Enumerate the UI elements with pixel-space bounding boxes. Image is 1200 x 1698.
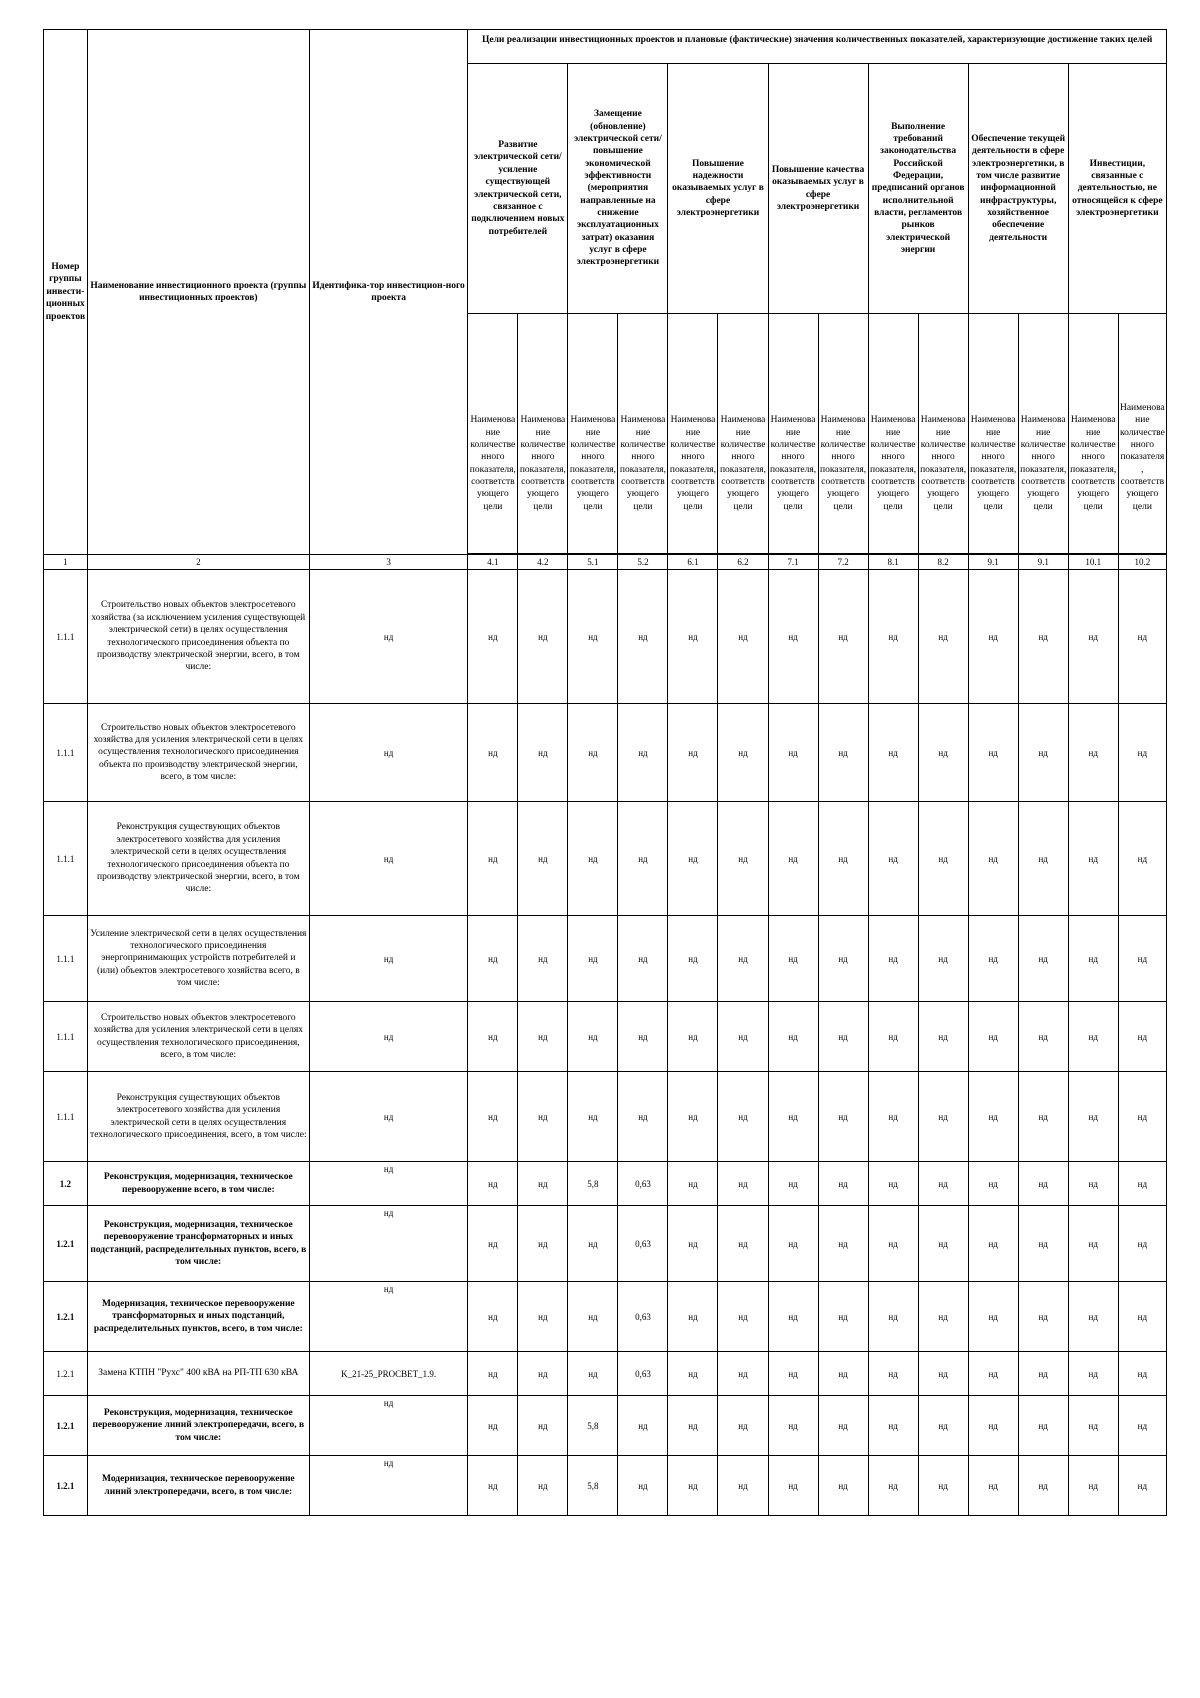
indicator-value: нд <box>918 916 968 1002</box>
indicator-value: нд <box>818 704 868 802</box>
indicator-value: нд <box>818 1396 868 1456</box>
indicator-value: нд <box>468 1352 518 1396</box>
table-row <box>44 1282 1167 1352</box>
column-number: 1 <box>44 555 88 570</box>
indicator-value: нд <box>668 1072 718 1162</box>
column-number: 7.2 <box>818 555 868 570</box>
indicator-value: нд <box>968 570 1018 704</box>
header-indicator: Наименование количественного показателя, соответствующего цели <box>918 314 968 554</box>
indicator-value: 0,63 <box>618 1162 668 1206</box>
project-identifier: нд <box>309 704 467 802</box>
indicator-value: нд <box>568 1206 618 1282</box>
indicator-value: нд <box>868 704 918 802</box>
indicator-value: нд <box>968 1002 1018 1072</box>
header-indicator: Наименование количественного показателя, соответствующего цели <box>1118 314 1166 554</box>
indicator-value: нд <box>468 570 518 704</box>
row-number: 1.2 <box>44 1162 88 1206</box>
indicator-value: нд <box>518 1282 568 1352</box>
indicator-value: нд <box>1118 1396 1166 1456</box>
header-goal-quality: Повышение качества оказываемых услуг в сфере электроэнергетики <box>768 64 868 314</box>
indicator-value: нд <box>468 1002 518 1072</box>
table-row <box>44 1206 1167 1282</box>
indicator-value: нд <box>518 570 568 704</box>
indicator-value: нд <box>868 802 918 916</box>
table-row <box>44 1072 1167 1162</box>
project-identifier: нд <box>309 570 467 704</box>
indicator-value: нд <box>968 916 1018 1002</box>
column-number: 2 <box>87 555 309 570</box>
indicator-value: нд <box>868 1002 918 1072</box>
indicator-value: нд <box>768 1352 818 1396</box>
indicator-value: нд <box>668 1282 718 1352</box>
indicator-value: нд <box>918 570 968 704</box>
indicator-value: нд <box>718 1002 768 1072</box>
indicator-value: 5,8 <box>568 1456 618 1516</box>
table-row <box>44 1352 1167 1396</box>
indicator-value: нд <box>1118 570 1166 704</box>
indicator-value: нд <box>968 1206 1018 1282</box>
indicator-value: нд <box>768 1282 818 1352</box>
indicator-value: нд <box>568 1282 618 1352</box>
indicator-value: нд <box>818 1162 868 1206</box>
indicator-value: нд <box>768 1072 818 1162</box>
indicator-value: нд <box>1118 802 1166 916</box>
indicator-value: нд <box>918 1072 968 1162</box>
table-row <box>44 1002 1167 1072</box>
column-number: 6.2 <box>718 555 768 570</box>
indicator-value: нд <box>668 1002 718 1072</box>
project-identifier: нд <box>309 1206 467 1282</box>
indicator-value: нд <box>1068 570 1118 704</box>
project-name: Строительство новых объектов электросетевого хозяйства (за исключением усиления существующей электрической сети) в целях осуществления технологического присоединения объекта по производству электрической энергии, всего, в том числе: <box>87 570 309 704</box>
table-row <box>44 1162 1167 1206</box>
column-number: 9.1 <box>1018 555 1068 570</box>
indicator-value: нд <box>718 916 768 1002</box>
indicator-value: нд <box>1018 916 1068 1002</box>
table-row <box>44 570 1167 704</box>
indicator-value: нд <box>468 704 518 802</box>
header-indicator: Наименование количественного показателя, соответствующего цели <box>718 314 768 554</box>
header-indicator: Наименование количественного показателя, соответствующего цели <box>518 314 568 554</box>
indicator-value: нд <box>818 1282 868 1352</box>
indicator-value: нд <box>868 1352 918 1396</box>
indicator-value: нд <box>868 1396 918 1456</box>
indicator-value: нд <box>518 802 568 916</box>
indicator-value: нд <box>768 704 818 802</box>
indicator-value: нд <box>518 1162 568 1206</box>
indicator-value: нд <box>568 1002 618 1072</box>
header-goal-legal-requirements: Выполнение требований законодательства Российской Федерации, предписаний органов исполнительной власти, регламентов рынков электрической энергии <box>868 64 968 314</box>
project-name: Реконструкция существующих объектов электросетевого хозяйства для усиления электрической сети в целях осуществления технологического присоединения объекта по производству электрической энергии, всего, в том числе: <box>87 802 309 916</box>
project-name: Реконструкция существующих объектов электросетевого хозяйства для усиления электрической сети в целях осуществления технологического присоединения, всего, в том числе: <box>87 1072 309 1162</box>
indicator-value: нд <box>718 1206 768 1282</box>
header-indicator: Наименование количественного показателя, соответствующего цели <box>1018 314 1068 554</box>
indicator-value: нд <box>618 1456 668 1516</box>
indicator-value: нд <box>568 704 618 802</box>
project-name: Замена КТПН "Рухс" 400 кВА на РП-ТП 630 кВА <box>87 1352 309 1396</box>
indicator-value: нд <box>768 1456 818 1516</box>
indicator-value: нд <box>468 1206 518 1282</box>
indicator-value: нд <box>1018 1002 1068 1072</box>
indicator-value: нд <box>768 1162 818 1206</box>
indicator-value: нд <box>1118 1072 1166 1162</box>
header-goal-current-activity: Обеспечение текущей деятельности в сфере электроэнергетики, в том числе развитие информационной инфраструктуры, хозяйственное обеспечение деятельности <box>968 64 1068 314</box>
header-goal-development: Развитие электрической сети/усиление существующей электрической сети, связанное с подключением новых потребителей <box>468 64 568 314</box>
header-indicator: Наименование количественного показателя, соответствующего цели <box>1068 314 1118 554</box>
indicator-value: 0,63 <box>618 1206 668 1282</box>
indicator-value: нд <box>1068 1072 1118 1162</box>
row-number: 1.2.1 <box>44 1396 88 1456</box>
indicator-value: нд <box>918 1282 968 1352</box>
indicator-value: нд <box>1018 1396 1068 1456</box>
indicator-value: нд <box>718 1072 768 1162</box>
indicator-value: нд <box>818 802 868 916</box>
column-number: 6.1 <box>668 555 718 570</box>
indicator-value: нд <box>918 1352 968 1396</box>
indicator-value: нд <box>968 704 1018 802</box>
column-number-row <box>44 555 1167 570</box>
row-number: 1.2.1 <box>44 1456 88 1516</box>
indicator-value: нд <box>718 802 768 916</box>
indicator-value: нд <box>818 1206 868 1282</box>
row-number: 1.1.1 <box>44 1072 88 1162</box>
indicator-value: нд <box>818 1352 868 1396</box>
indicator-value: нд <box>618 1072 668 1162</box>
indicator-value: нд <box>918 802 968 916</box>
row-number: 1.1.1 <box>44 704 88 802</box>
indicator-value: нд <box>1018 1352 1068 1396</box>
indicator-value: нд <box>868 1206 918 1282</box>
column-number: 10.1 <box>1068 555 1118 570</box>
indicator-value: нд <box>618 916 668 1002</box>
indicator-value: нд <box>918 1002 968 1072</box>
indicator-value: нд <box>1118 1352 1166 1396</box>
indicator-value: нд <box>668 704 718 802</box>
project-identifier: нд <box>309 1396 467 1456</box>
project-identifier: нд <box>309 802 467 916</box>
indicator-value: нд <box>518 1072 568 1162</box>
indicator-value: нд <box>518 1002 568 1072</box>
table-row <box>44 704 1167 802</box>
project-identifier: нд <box>309 1282 467 1352</box>
indicator-value: нд <box>1118 1282 1166 1352</box>
indicator-value: нд <box>1018 1282 1068 1352</box>
project-name: Реконструкция, модернизация, техническое перевооружение линий электропередачи, всего, в том числе: <box>87 1396 309 1456</box>
header-indicator: Наименование количественного показателя, соответствующего цели <box>468 314 518 554</box>
indicator-value: нд <box>468 1282 518 1352</box>
indicator-value: нд <box>1118 1002 1166 1072</box>
indicator-value: нд <box>768 1396 818 1456</box>
header-goals-title: Цели реализации инвестиционных проектов и плановые (фактические) значения количественных показателей, характеризующие достижение таких целей <box>468 30 1167 64</box>
indicator-value: нд <box>1068 704 1118 802</box>
indicator-value: нд <box>468 802 518 916</box>
indicator-value: нд <box>1068 1352 1118 1396</box>
header-indicator: Наименование количественного показателя, соответствующего цели <box>568 314 618 554</box>
indicator-value: нд <box>768 802 818 916</box>
indicator-value: нд <box>518 704 568 802</box>
indicator-value: нд <box>968 1456 1018 1516</box>
project-name: Модернизация, техническое перевооружение трансформаторных и иных подстанций, распределительных пунктов, всего, в том числе: <box>87 1282 309 1352</box>
indicator-value: нд <box>1068 1162 1118 1206</box>
indicator-value: нд <box>668 1206 718 1282</box>
project-identifier: нд <box>309 1072 467 1162</box>
indicator-value: нд <box>818 1072 868 1162</box>
indicator-value: нд <box>668 1396 718 1456</box>
project-identifier: нд <box>309 916 467 1002</box>
indicator-value: нд <box>1018 704 1068 802</box>
project-identifier: K_21-25_PROCBET_1.9. <box>309 1352 467 1396</box>
header-indicator: Наименование количественного показателя, соответствующего цели <box>618 314 668 554</box>
indicator-value: нд <box>668 570 718 704</box>
indicator-value: нд <box>918 704 968 802</box>
indicator-value: нд <box>1068 916 1118 1002</box>
indicator-value: нд <box>618 704 668 802</box>
indicator-value: нд <box>968 802 1018 916</box>
indicator-value: нд <box>918 1206 968 1282</box>
indicator-value: нд <box>468 1456 518 1516</box>
indicator-value: нд <box>618 570 668 704</box>
indicator-value: нд <box>868 1072 918 1162</box>
indicator-value: нд <box>518 1352 568 1396</box>
indicator-value: нд <box>1018 1162 1068 1206</box>
project-identifier: нд <box>309 1456 467 1516</box>
column-number: 9.1 <box>968 555 1018 570</box>
indicator-value: нд <box>668 916 718 1002</box>
column-number: 4.2 <box>518 555 568 570</box>
indicator-value: нд <box>1018 1456 1068 1516</box>
indicator-value: нд <box>518 916 568 1002</box>
indicator-value: нд <box>768 1002 818 1072</box>
indicator-value: нд <box>468 916 518 1002</box>
row-number: 1.2.1 <box>44 1206 88 1282</box>
row-number: 1.1.1 <box>44 570 88 704</box>
row-number: 1.1.1 <box>44 1002 88 1072</box>
indicator-value: нд <box>868 1282 918 1352</box>
header-indicator: Наименование количественного показателя, соответствующего цели <box>968 314 1018 554</box>
indicator-value: нд <box>718 1396 768 1456</box>
indicator-value: нд <box>568 802 618 916</box>
project-name: Строительство новых объектов электросетевого хозяйства для усиления электрической сети в целях осуществления технологического присоединения объекта по производству электрической энергии, всего, в том числе: <box>87 704 309 802</box>
row-number: 1.2.1 <box>44 1352 88 1396</box>
indicator-value: нд <box>968 1162 1018 1206</box>
indicator-value: нд <box>568 1352 618 1396</box>
header-indicator: Наименование количественного показателя, соответствующего цели <box>768 314 818 554</box>
header-indicator: Наименование количественного показателя, соответствующего цели <box>818 314 868 554</box>
indicator-value: нд <box>668 802 718 916</box>
indicator-value: нд <box>518 1456 568 1516</box>
indicator-value: нд <box>518 1206 568 1282</box>
indicator-value: нд <box>1018 1072 1068 1162</box>
indicator-value: нд <box>768 570 818 704</box>
indicator-value: нд <box>618 1396 668 1456</box>
header-goal-other-investments: Инвестиции, связанные с деятельностью, не относящейся к сфере электроэнергетики <box>1068 64 1166 314</box>
indicator-value: нд <box>868 1456 918 1516</box>
column-number: 7.1 <box>768 555 818 570</box>
indicator-value: нд <box>718 1352 768 1396</box>
indicator-value: нд <box>768 916 818 1002</box>
indicator-value: нд <box>818 916 868 1002</box>
project-name: Усиление электрической сети в целях осуществления технологического присоединения энергопринимающих устройств потребителей и (или) объектов электросетевого хозяйства всего, в том числе: <box>87 916 309 1002</box>
indicator-value: нд <box>818 570 868 704</box>
indicator-value: нд <box>1068 1206 1118 1282</box>
indicator-value: 0,63 <box>618 1352 668 1396</box>
indicator-value: нд <box>668 1456 718 1516</box>
indicator-value: нд <box>968 1396 1018 1456</box>
indicator-value: нд <box>768 1206 818 1282</box>
indicator-value: нд <box>1068 1456 1118 1516</box>
indicator-value: нд <box>1018 802 1068 916</box>
indicator-value: 5,8 <box>568 1396 618 1456</box>
indicator-value: нд <box>568 916 618 1002</box>
indicator-value: нд <box>718 1162 768 1206</box>
column-number: 5.1 <box>568 555 618 570</box>
investment-goals-table <box>43 29 1167 1516</box>
table-row <box>44 1456 1167 1516</box>
project-name: Строительство новых объектов электросетевого хозяйства для усиления электрической сети в целях осуществления технологического присоединения, всего, в том числе: <box>87 1002 309 1072</box>
indicator-value: нд <box>618 1002 668 1072</box>
column-number: 8.2 <box>918 555 968 570</box>
indicator-value: нд <box>918 1396 968 1456</box>
indicator-value: нд <box>868 1162 918 1206</box>
indicator-value: нд <box>668 1352 718 1396</box>
indicator-value: нд <box>468 1072 518 1162</box>
indicator-value: нд <box>1118 1456 1166 1516</box>
header-group-number: Номер группы инвести-ционных проектов <box>44 30 88 555</box>
header-goal-reliability: Повышение надежности оказываемых услуг в сфере электроэнергетики <box>668 64 768 314</box>
project-name: Реконструкция, модернизация, техническое перевооружение трансформаторных и иных подстанций, распределительных пунктов, всего, в том числе: <box>87 1206 309 1282</box>
header-project-name: Наименование инвестиционного проекта (группы инвестиционных проектов) <box>87 30 309 555</box>
indicator-value: 0,63 <box>618 1282 668 1352</box>
indicator-value: нд <box>518 1396 568 1456</box>
indicator-value: нд <box>868 570 918 704</box>
document-page <box>43 29 1167 1516</box>
indicator-value: нд <box>468 1396 518 1456</box>
indicator-value: нд <box>568 1072 618 1162</box>
indicator-value: нд <box>918 1162 968 1206</box>
indicator-value: нд <box>818 1002 868 1072</box>
table-row <box>44 916 1167 1002</box>
indicator-value: нд <box>1118 704 1166 802</box>
indicator-value: нд <box>568 570 618 704</box>
indicator-value: нд <box>1018 570 1068 704</box>
indicator-value: нд <box>1118 1206 1166 1282</box>
indicator-value: 5,8 <box>568 1162 618 1206</box>
header-indicator: Наименование количественного показателя, соответствующего цели <box>668 314 718 554</box>
indicator-value: нд <box>968 1282 1018 1352</box>
header-goal-replacement: Замещение (обновление) электрической сети/повышение экономической эффективности (мероприятия направленные на снижение эксплуатационных затрат) оказания услуг в сфере электроэнергетики <box>568 64 668 314</box>
header-indicator: Наименование количественного показателя, соответствующего цели <box>868 314 918 554</box>
indicator-value: нд <box>1118 1162 1166 1206</box>
indicator-value: нд <box>718 570 768 704</box>
row-number: 1.1.1 <box>44 916 88 1002</box>
indicator-value: нд <box>718 1282 768 1352</box>
table-row <box>44 1396 1167 1456</box>
project-name: Модернизация, техническое перевооружение линий электропередачи, всего, в том числе: <box>87 1456 309 1516</box>
indicator-value: нд <box>618 802 668 916</box>
project-identifier: нд <box>309 1162 467 1206</box>
indicator-value: нд <box>1068 1396 1118 1456</box>
indicator-value: нд <box>968 1352 1018 1396</box>
indicator-value: нд <box>1068 1002 1118 1072</box>
indicator-value: нд <box>1018 1206 1068 1282</box>
column-number: 8.1 <box>868 555 918 570</box>
project-name: Реконструкция, модернизация, техническое перевооружение всего, в том числе: <box>87 1162 309 1206</box>
row-number: 1.2.1 <box>44 1282 88 1352</box>
indicator-value: нд <box>868 916 918 1002</box>
header-identifier: Идентифика-тор инвестицион-ного проекта <box>309 30 467 555</box>
indicator-value: нд <box>1068 1282 1118 1352</box>
indicator-value: нд <box>1068 802 1118 916</box>
indicator-value: нд <box>718 704 768 802</box>
column-number: 3 <box>309 555 467 570</box>
indicator-value: нд <box>918 1456 968 1516</box>
indicator-value: нд <box>718 1456 768 1516</box>
column-number: 5.2 <box>618 555 668 570</box>
column-number: 10.2 <box>1118 555 1166 570</box>
project-identifier: нд <box>309 1002 467 1072</box>
table-row <box>44 802 1167 916</box>
indicator-value: нд <box>668 1162 718 1206</box>
row-number: 1.1.1 <box>44 802 88 916</box>
column-number: 4.1 <box>468 555 518 570</box>
indicator-value: нд <box>468 1162 518 1206</box>
indicator-value: нд <box>1118 916 1166 1002</box>
indicator-value: нд <box>968 1072 1018 1162</box>
indicator-value: нд <box>818 1456 868 1516</box>
